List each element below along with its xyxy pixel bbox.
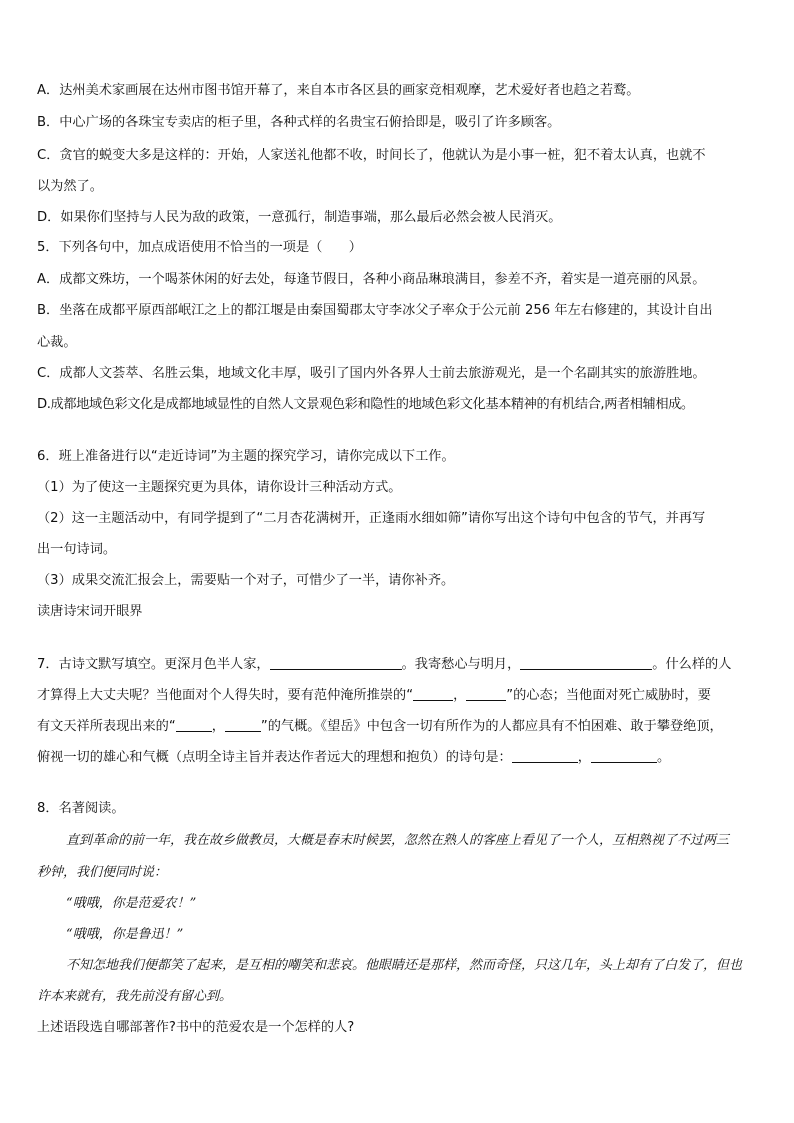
q4-option-c-cont: 以为然了。 (37, 179, 103, 194)
q8-passage-1: 直到革命的前一年，我在故乡做教员，大概是春末时候罢，忽然在熟人的客座上看见了一个人，互相熟视了不过两三 (66, 833, 730, 848)
q7-blank-1[interactable] (270, 655, 402, 670)
q7-text-1b: 。我寄愁心与明月， (401, 657, 521, 672)
q6-couplet: 读唐诗宋词开眼界 (37, 604, 143, 619)
q8-question: 上述语段选自哪部著作?书中的范爱农是一个怎样的人? (37, 1020, 355, 1035)
q7-blank-4[interactable] (466, 686, 506, 701)
q5-option-c: C．成都人文荟萃、名胜云集，地域文化丰厚，吸引了国内外各界人士前去旅游观光，是一个名副其实的旅游胜地。 (37, 366, 706, 381)
q7-blank-7[interactable] (512, 748, 578, 763)
q7-end-4: 。 (656, 750, 671, 765)
q7-blank-8[interactable] (591, 748, 657, 763)
q8-quote-2: “哦哦，你是鲁迅！” (66, 927, 184, 942)
q8-passage-2-cont: 许本来就有，我先前没有留心到。 (37, 989, 233, 1004)
q5-option-a: A．成都文殊坊，一个喝茶休闲的好去处，每逢节假日，各种小商品琳琅满目，参差不齐，着实是一道亮丽的风景。 (37, 272, 706, 287)
q7-blank-5[interactable] (176, 717, 212, 732)
q7-line-1 (37, 655, 757, 674)
q7-line-4 (37, 748, 757, 767)
q4-option-a: A．达州美术家画展在达州市图书馆开幕了，来自本市各区县的画家竞相观摩，艺术爱好者也趋之若鹜。 (37, 83, 640, 98)
q5-option-b-cont: 心裁。 (37, 335, 77, 350)
q5-option-d: D.成都地域色彩文化是成都地域显性的自然人文景观色彩和隐性的地域色彩文化基本精神的有机结合,两者相辅相成。 (37, 397, 694, 412)
q7-text-1c: 。什么样的人 (652, 657, 732, 672)
q6-stem: 6．班上准备进行以“走近诗词”为主题的探究学习，请你完成以下工作。 (37, 449, 455, 464)
q7-text-2b: ”的心态；当他面对死亡威胁时，要 (506, 688, 711, 703)
q4-option-b: B．中心广场的各珠宝专卖店的柜子里，各种式样的名贵宝石俯拾即是，吸引了许多顾客。 (37, 115, 561, 130)
q8-passage-2: 不知怎地我们便都笑了起来，是互相的嘲笑和悲哀。他眼睛还是那样，然而奇怪，只这几年，头上却有了白发了，但也 (66, 958, 743, 973)
q7-blank-3[interactable] (413, 686, 453, 701)
q7-blank-6[interactable] (225, 717, 261, 732)
q6-sub2: （2）这一主题活动中，有同学提到了“二月杏花满树开，正逢雨水细如筛”请你写出这个诗句中包含的节气，并再写 (37, 511, 706, 526)
q8-passage-1-cont: 秒钟，我们便同时说： (37, 865, 168, 880)
q7-line-3 (37, 717, 757, 736)
q7-line-2 (37, 686, 757, 705)
q4-option-d: D．如果你们坚持与人民为敌的政策，一意孤行，制造事端，那么最后必然会被人民消灭。 (37, 210, 562, 225)
q7-sep-4: ， (577, 750, 591, 765)
q6-sub3: （3）成果交流汇报会上，需要贴一个对子，可惜少了一半，请你补齐。 (37, 573, 455, 588)
q7-text-1a: 7．古诗文默写填空。更深月色半人家， (37, 657, 270, 672)
q6-sub1: （1）为了使这一主题探究更为具体，请你设计三种活动方式。 (37, 480, 402, 495)
q5-stem: 5．下列各句中，加点成语使用不恰当的一项是（ ） (37, 240, 362, 255)
q7-sep-2: ， (453, 688, 467, 703)
q8-stem: 8．名著阅读。 (37, 801, 125, 816)
q8-quote-1: “哦哦，你是范爱农！” (66, 896, 197, 911)
q5-option-b: B．坐落在成都平原西部岷江之上的都江堰是由秦国蜀郡太守李冰父子率众于公元前 256 年左右修建的，其设计自出 (37, 303, 713, 318)
q7-text-3a: 有文天祥所表现出来的“ (37, 719, 176, 734)
q7-text-2a: 才算得上大丈夫呢？当他面对个人得失时，要有范仲淹所推崇的“ (37, 688, 414, 703)
q7-text-4a: 俯视一切的雄心和气概（点明全诗主旨并表达作者远大的理想和抱负）的诗句是： (37, 750, 512, 765)
q7-sep-3: ， (211, 719, 225, 734)
q7-text-3b: ”的气概。《望岳》中包含一切有所作为的人都应具有不怕困难、敢于攀登绝顶， (260, 719, 723, 734)
q4-option-c: C．贪官的蜕变大多是这样的：开始，人家送礼他都不收，时间长了，他就认为是小事一桩，犯不着太认真，也就不 (37, 148, 706, 163)
q7-blank-2[interactable] (520, 655, 652, 670)
q6-sub2-cont: 出一句诗词。 (37, 542, 117, 557)
